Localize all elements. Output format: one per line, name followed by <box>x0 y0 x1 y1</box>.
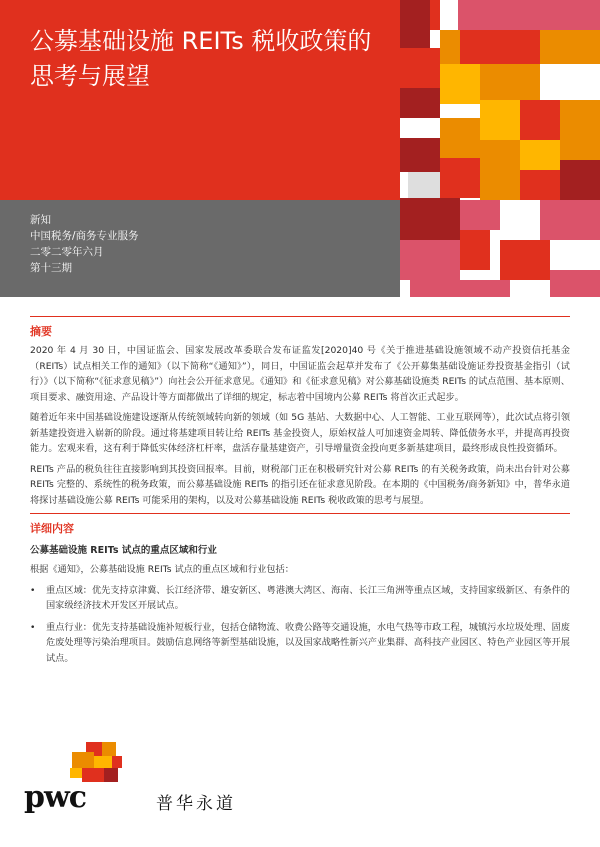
publication-date: 二零二零年六月 <box>30 246 104 258</box>
detail-subheading: 公募基础设施 REITs 试点的重点区域和行业 <box>30 545 217 556</box>
hero-banner <box>0 0 400 200</box>
summary-heading: 摘要 <box>30 325 52 338</box>
pwc-wordmark: pwc <box>24 780 87 815</box>
pwc-chinese-name: 普华永道 <box>156 794 236 814</box>
detail-intro: 根据《通知》，公募基础设施 REITs 试点的重点区域和行业包括： <box>30 564 294 575</box>
bullet-icon: • <box>30 584 36 596</box>
decorative-mosaic <box>400 0 600 297</box>
list-item <box>30 620 570 667</box>
content-body <box>30 316 570 672</box>
issue-number: 第十三期 <box>30 262 72 274</box>
service-line: 中国税务/商务专业服务 <box>30 230 139 242</box>
publication-info-band <box>0 200 400 297</box>
publication-name: 新知 <box>30 214 51 226</box>
detail-bullet-list <box>30 583 570 667</box>
summary-paragraph: 随着近年来中国基础设施建设逐渐从传统领域转向新的领域（如 5G 基站、大数据中心、人工智能、工业互联网等），此次试点将引领新基建投资进入崭新的阶段。通过将基建项目转让给 REITs 基金投资人，原始权益人可加速资金周转、降低债务水平，并提高再投资能力。宏观来看，这有利于降低实体经济杠杆率，盘活存量基建资产，引导增量资金投向更多新基建项目，最终形成良性投资循环。 <box>30 412 570 454</box>
summary-paragraph: 2020 年 4 月 30 日，中国证监会、国家发展改革委联合发布证监发[2020]40 号《关于推进基础设施领域不动产投资信托基金（REITs）试点相关工作的通知》（以下简称“《通知》”），同日，中国证监会起草并发布了《公开募集基础设施证券投资基金指引（试行）》（以下简称“《征求意见稿》”）向社会公开征求意见。《通知》和《征求意见稿》对公募基础设施类 REITs 的试点范围、基本原则、项目要求、融资用途、产品设计等方面都做出了详细的规定，标志着中国境内公募 REITs 将首次正式起步。 <box>30 345 570 403</box>
bullet-text: 重点行业：优先支持基础设施补短板行业，包括仓储物流、收费公路等交通设施，水电气热等市政工程，城镇污水垃圾处理、固废危废处理等污染治理项目。鼓励信息网络等新型基础设施，以及国家战略性新兴产业集群、高科技产业园区、特色产业园区等开展试点。 <box>46 621 570 664</box>
list-item <box>30 583 570 614</box>
detail-heading: 详细内容 <box>30 522 74 535</box>
bullet-icon: • <box>30 621 36 633</box>
divider <box>30 513 570 514</box>
document-title: 公募基础设施 REITs 税收政策的思考与展望 <box>30 27 372 90</box>
summary-paragraph: REITs 产品的税负往往直接影响到其投资回报率。目前，财税部门正在积极研究针对公募 REITs 的有关税务政策，尚未出台针对公募 REITs 完整的、系统性的税务政策，而公募基础设施 REITs 的指引还在征求意见阶段。在本期的《中国税务/商务新知》中，普华永道将探讨基础设施公募 REITs 可能采用的架构，以及对公募基础设施 REITs 税收政策的思考与展望。 <box>30 463 570 506</box>
bullet-text: 重点区域：优先支持京津冀、长江经济带、雄安新区、粤港澳大湾区、海南、长江三角洲等重点区域，支持国家级新区、有条件的国家级经济技术开发区开展试点。 <box>46 584 570 611</box>
divider <box>30 316 570 317</box>
